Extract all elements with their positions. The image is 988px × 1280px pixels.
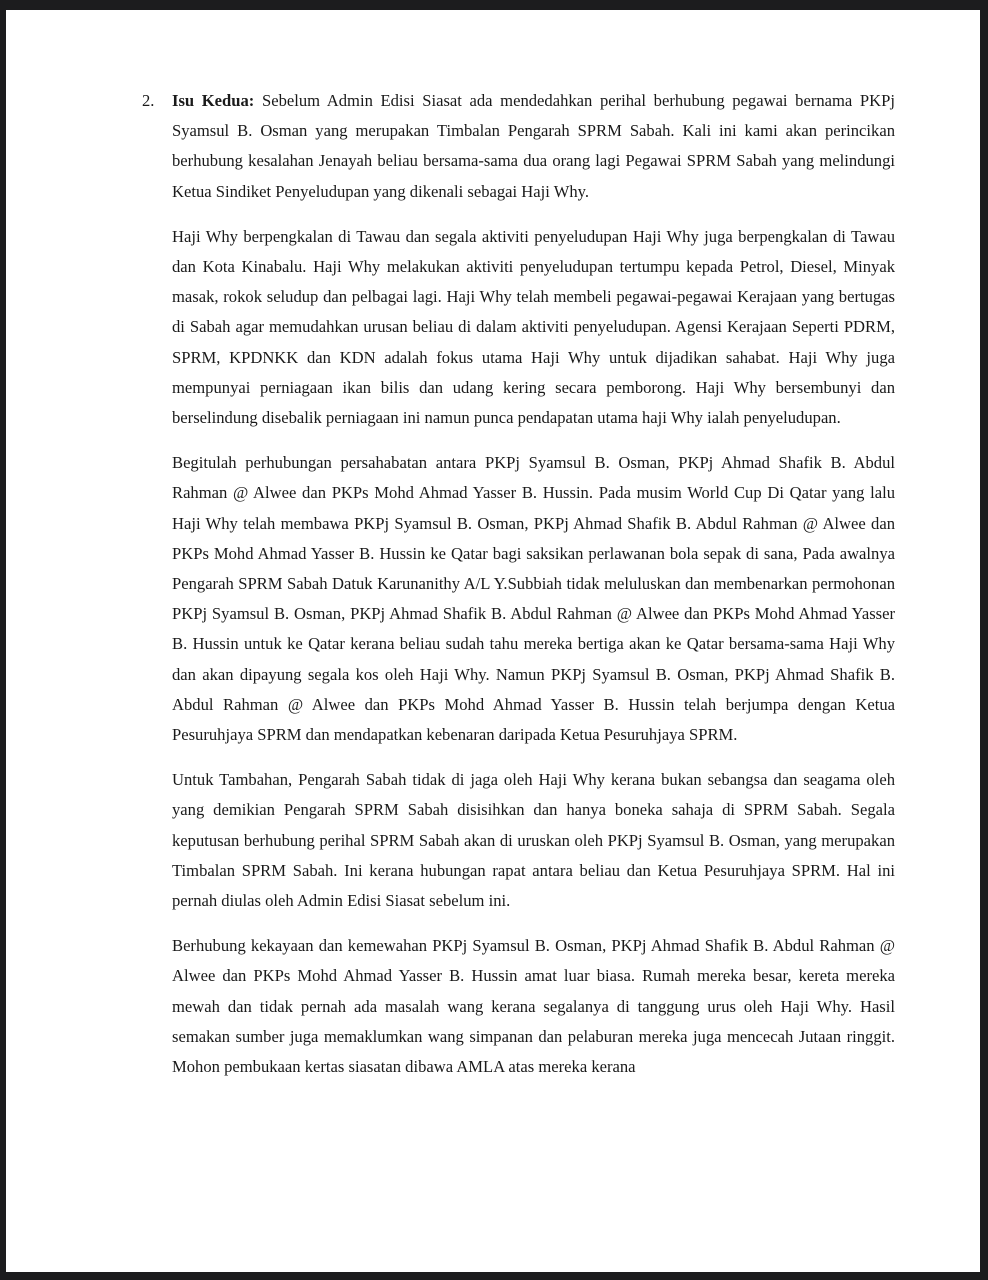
paragraph-wealth: Berhubung kekayaan dan kemewahan PKPj Syamsul B. Osman, PKPj Ahmad Shafik B. Abdul Rahman @ Alwee dan PKPs Mohd Ahmad Yasser B. Hussin amat luar biasa. Rumah mereka besar, kereta mereka mewah dan tidak pernah ada masalah wang kerana segalanya di tanggung urus oleh Haji Why. Hasil semakan sumber juga memaklumkan wang simpanan dan pelaburan mereka juga mencecah Jutaan ringgit. Mohon pembukaan kertas siasatan dibawa AMLA atas mereka kerana	[172, 936, 895, 1077]
document-body	[142, 86, 895, 1097]
paragraph-director-sidelined: Untuk Tambahan, Pengarah Sabah tidak di jaga oleh Haji Why kerana bukan sebangsa dan seagama oleh yang demikian Pengarah SPRM Sabah disisihkan dan hanya boneka sahaja di SPRM Sabah. Segala keputusan berhubung perihal SPRM Sabah akan di uruskan oleh PKPj Syamsul B. Osman, yang merupakan Timbalan SPRM Sabah. Ini kerana hubungan rapat antara beliau dan Ketua Pesuruhjaya SPRM. Hal ini pernah diulas oleh Admin Edisi Siasat sebelum ini.	[172, 770, 895, 911]
paragraph-qatar-trip: Begitulah perhubungan persahabatan antara PKPj Syamsul B. Osman, PKPj Ahmad Shafik B. Abdul Rahman @ Alwee dan PKPs Mohd Ahmad Yasser B. Hussin. Pada musim World Cup Di Qatar yang lalu Haji Why telah membawa PKPj Syamsul B. Osman, PKPj Ahmad Shafik B. Abdul Rahman @ Alwee dan PKPs Mohd Ahmad Yasser B. Hussin ke Qatar bagi saksikan perlawanan bola sepak di sana, Pada awalnya Pengarah SPRM Sabah Datuk Karunanithy A/L Y.Subbiah tidak meluluskan dan membenarkan permohonan PKPj Syamsul B. Osman, PKPj Ahmad Shafik B. Abdul Rahman @ Alwee dan PKPs Mohd Ahmad Yasser B. Hussin untuk ke Qatar kerana beliau sudah tahu mereka bertiga akan ke Qatar bersama-sama Haji Why dan akan dipayung segala kos oleh Haji Why. Namun PKPj Syamsul B. Osman, PKPj Ahmad Shafik B. Abdul Rahman @ Alwee dan PKPs Mohd Ahmad Yasser B. Hussin telah berjumpa dengan Ketua Pesuruhjaya SPRM dan mendapatkan kebenaran daripada Ketua Pesuruhjaya SPRM.	[172, 453, 895, 745]
paragraph-haji-why-operations: Haji Why berpengkalan di Tawau dan segala aktiviti penyeludupan Haji Why juga berpengkalan di Tawau dan Kota Kinabalu. Haji Why melakukan aktiviti penyeludupan tertumpu kepada Petrol, Diesel, Minyak masak, rokok seludup dan pelbagai lagi. Haji Why telah membeli pegawai-pegawai Kerajaan yang bertugas di Sabah agar memudahkan urusan beliau di dalam aktiviti penyeludupan. Agensi Kerajaan Seperti PDRM, SPRM, KPDNKK dan KDN adalah fokus utama Haji Why untuk dijadikan sahabat. Haji Why juga mempunyai perniagaan ikan bilis dan udang kering secara pemborong. Haji Why bersembunyi dan berselindung disebalik perniagaan ini namun punca pendapatan utama haji Why ialah penyeludupan.	[172, 226, 895, 428]
item-heading: Isu Kedua:	[172, 91, 255, 110]
document-page	[6, 10, 980, 1272]
item-number: 2.	[142, 91, 155, 110]
item-text: Sebelum Admin Edisi Siasat ada mendedahkan perihal berhubung pegawai bernama PKPj Syamsul B. Osman yang merupakan Timbalan Pengarah SPRM Sabah. Kali ini kami akan perincikan berhubung kesalahan Jenayah beliau bersama-sama dua orang lagi Pegawai SPRM Sabah yang melindungi Ketua Sindiket Penyeludupan yang dikenali sebagai Haji Why.	[172, 91, 895, 201]
numbered-item-2	[142, 86, 895, 207]
